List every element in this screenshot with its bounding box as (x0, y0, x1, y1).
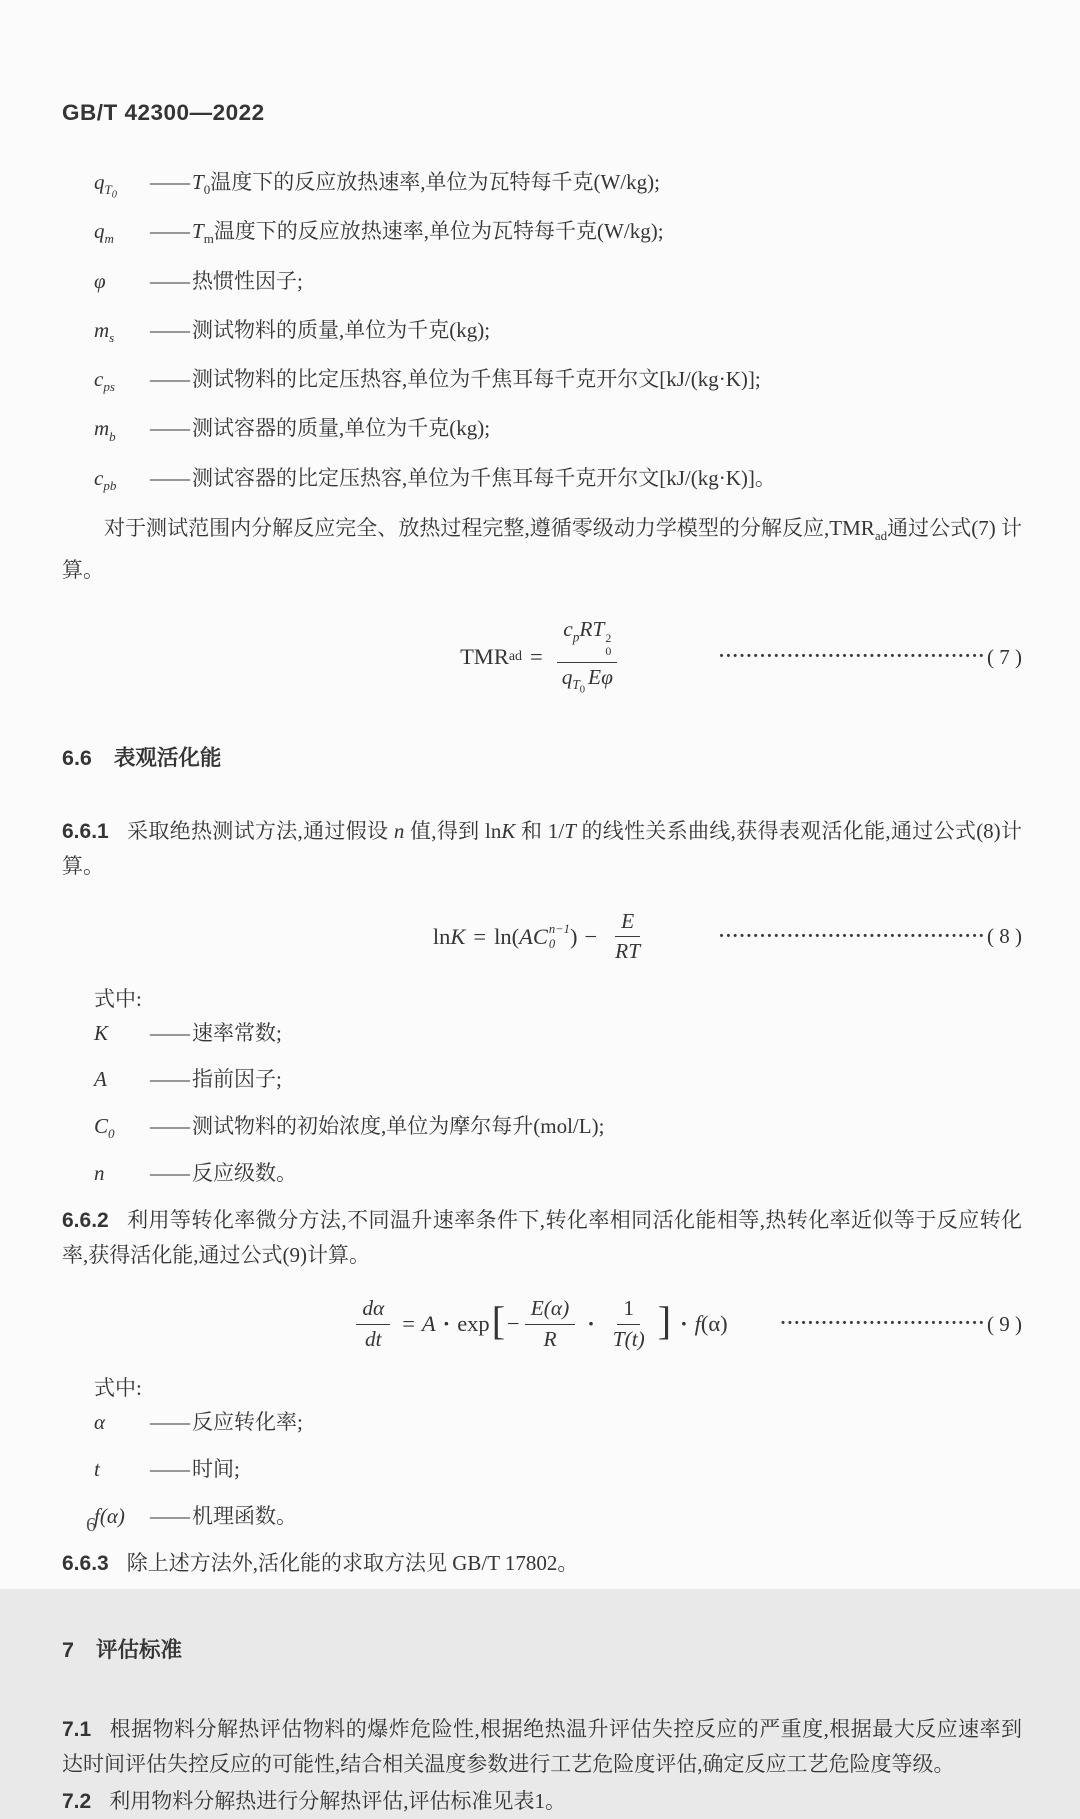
dash: —— (150, 1457, 188, 1482)
clause-number: 7.2 (62, 1790, 92, 1814)
dash: —— (150, 1020, 188, 1045)
formula-8 (62, 910, 1022, 964)
section-heading-6-6: 6.6 表观活化能 (62, 745, 222, 770)
symbol: f(α) (94, 1503, 125, 1528)
clause-6-6-1: 6.6.1 采取绝热测试方法,通过假设 n 值,得到 lnK 和 1/T 的线性关系曲线,获得表观活化能,通过公式(8)计算。 (62, 818, 1022, 878)
clause-number: 6.6.3 (62, 1552, 109, 1576)
dash: —— (150, 170, 188, 194)
symbol: $m_b$ (94, 416, 116, 444)
symbol-description: 反应级数。 (192, 1160, 297, 1185)
where-list-9 (94, 1406, 1022, 1532)
page-number: 6 (86, 1514, 96, 1536)
symbol-description: 测试容器的比定压热容,单位为千焦耳每千克开尔文[kJ/(kg·K)]。 (192, 465, 776, 490)
formula-7 (62, 618, 1022, 696)
symbol: t (94, 1457, 100, 1482)
dash: —— (150, 1410, 188, 1435)
symbol: φ (94, 268, 106, 293)
symbol-description: $T_m$温度下的反应放热速率,单位为瓦特每千克(W/kg); (192, 219, 664, 247)
symbol-description: 测试物料的初始浓度,单位为摩尔每升(mol/L); (192, 1113, 605, 1138)
section-title: 评估标准 (95, 1638, 182, 1663)
symbol-definition-list (94, 166, 1022, 496)
formula-8-body: ln K = ln( AC n−1 0 ) − $\frac{E}{RT}$ (432, 908, 641, 964)
symbol: α (94, 1410, 106, 1435)
where-label: 式中: (94, 986, 142, 1011)
dash: —— (150, 219, 188, 244)
where-row-n (94, 1157, 1022, 1189)
symbol: $m_s$ (94, 317, 115, 346)
symbol-description: 反应转化率; (192, 1410, 303, 1435)
symbol-description: 机理函数。 (192, 1503, 297, 1528)
section-heading-7: 7 评估标准 (62, 1638, 182, 1663)
symbol-row-ms (94, 314, 1022, 349)
symbol-description: 测试容器的质量,单位为千克(kg); (192, 416, 491, 441)
symbol-row-qm (94, 215, 1022, 250)
symbol: $C_0$ (94, 1113, 115, 1142)
tmr-intro-paragraph: 对于测试范围内分解反应完全、放热过程完整,遵循零级动力学模型的分解反应$,TMR_{ad}$通过公式(7) 计算。 (62, 515, 1022, 583)
dash: —— (150, 1160, 188, 1185)
symbol: $q_m$ (94, 219, 114, 247)
dash: —— (150, 1067, 188, 1092)
dotted-leader: ······································· (718, 646, 985, 668)
where-row-alpha (94, 1406, 1022, 1438)
clause-6-6-2: 6.6.2 利用等转化率微分方法,不同温升速率条件下,转化率相同活化能相等,热转化率近似等于反应转化率,获得活化能,通过公式(9)计算。 (62, 1208, 1022, 1268)
clause-number: 6.6.2 (62, 1209, 109, 1233)
clause-6-6-3: 6.6.3 除上述方法外,活化能的求取方法见 GB/T 17802。 (62, 1551, 579, 1576)
where-row-K (94, 1017, 1022, 1049)
formula-9-number: ······························ ( 9 ) (779, 1311, 1022, 1336)
symbol-description: $T_0$温度下的反应放热速率,单位为瓦特每千克(W/kg); (192, 170, 660, 198)
standard-code-header: GB/T 42300—2022 (62, 100, 265, 125)
symbol-description: 测试物料的质量,单位为千克(kg); (192, 317, 491, 342)
symbol: $c_{pb}$ (94, 465, 117, 493)
dash: —— (150, 1113, 188, 1138)
formula-9-body: $\frac{d\alpha}{dt}$ = A · exp [ − $\frac{E(\alpha)}{R}$ · $\frac{1}{T(t)}$ ] · f (α) (356, 1297, 727, 1351)
symbol-row-cpb (94, 462, 1022, 497)
symbol-row-cps (94, 363, 1022, 398)
dash: —— (150, 268, 188, 293)
symbol: K (94, 1020, 109, 1045)
where-row-f-alpha (94, 1500, 1022, 1532)
dash: —— (150, 465, 188, 490)
clause-7-2: 7.2 利用物料分解热进行分解热评估,评估标准见表1。 (62, 1789, 566, 1814)
dash: —— (150, 317, 188, 342)
where-row-t (94, 1453, 1022, 1485)
clause-number: 6.6.1 (62, 819, 109, 843)
symbol-description: 时间; (192, 1457, 240, 1482)
dash: —— (150, 1503, 188, 1528)
symbol: A (94, 1067, 107, 1092)
dash: —— (150, 367, 188, 392)
dotted-leader: ······································· (718, 925, 985, 947)
formula-7-number: ······································· ( 7 ) (718, 644, 1022, 669)
where-label: 式中: (94, 1376, 142, 1401)
dotted-leader: ······························ (779, 1313, 985, 1335)
symbol-description: 热惯性因子; (192, 268, 303, 293)
formula-8-number: ······································· ( 8 ) (718, 924, 1022, 949)
where-row-C0 (94, 1110, 1022, 1142)
symbol: n (94, 1160, 105, 1185)
symbol: $c_{ps}$ (94, 367, 115, 395)
where-row-A (94, 1063, 1022, 1095)
symbol-row-phi (94, 265, 1022, 300)
symbol-description: 测试物料的比定压热容,单位为千焦耳每千克开尔文[kJ/(kg·K)]; (192, 367, 761, 392)
formula-7-body: TMR ad = $c_pRT$ 2 0 $q_{T_0}E\varphi$ (460, 618, 624, 696)
symbol-description: 指前因子; (192, 1067, 282, 1092)
symbol-row-mb (94, 412, 1022, 447)
formula-9 (62, 1297, 1022, 1351)
symbol-description: 速率常数; (192, 1020, 282, 1045)
dash: —— (150, 416, 188, 441)
where-list-8 (94, 1017, 1022, 1189)
section-title: 表观活化能 (113, 745, 222, 770)
symbol: $q_{T_0}$ (94, 170, 117, 201)
clause-7-1: 7.1 根据物料分解热评估物料的爆炸危险性,根据绝热温升评估失控反应的严重度,根据最大反应速率到达时间评估失控反应的可能性,结合相关温度参数进行工艺危险度评估,确定反应工艺危险度等级。 (62, 1717, 1022, 1777)
clause-number: 7.1 (62, 1718, 92, 1742)
symbol-row-qT0 (94, 166, 1022, 201)
